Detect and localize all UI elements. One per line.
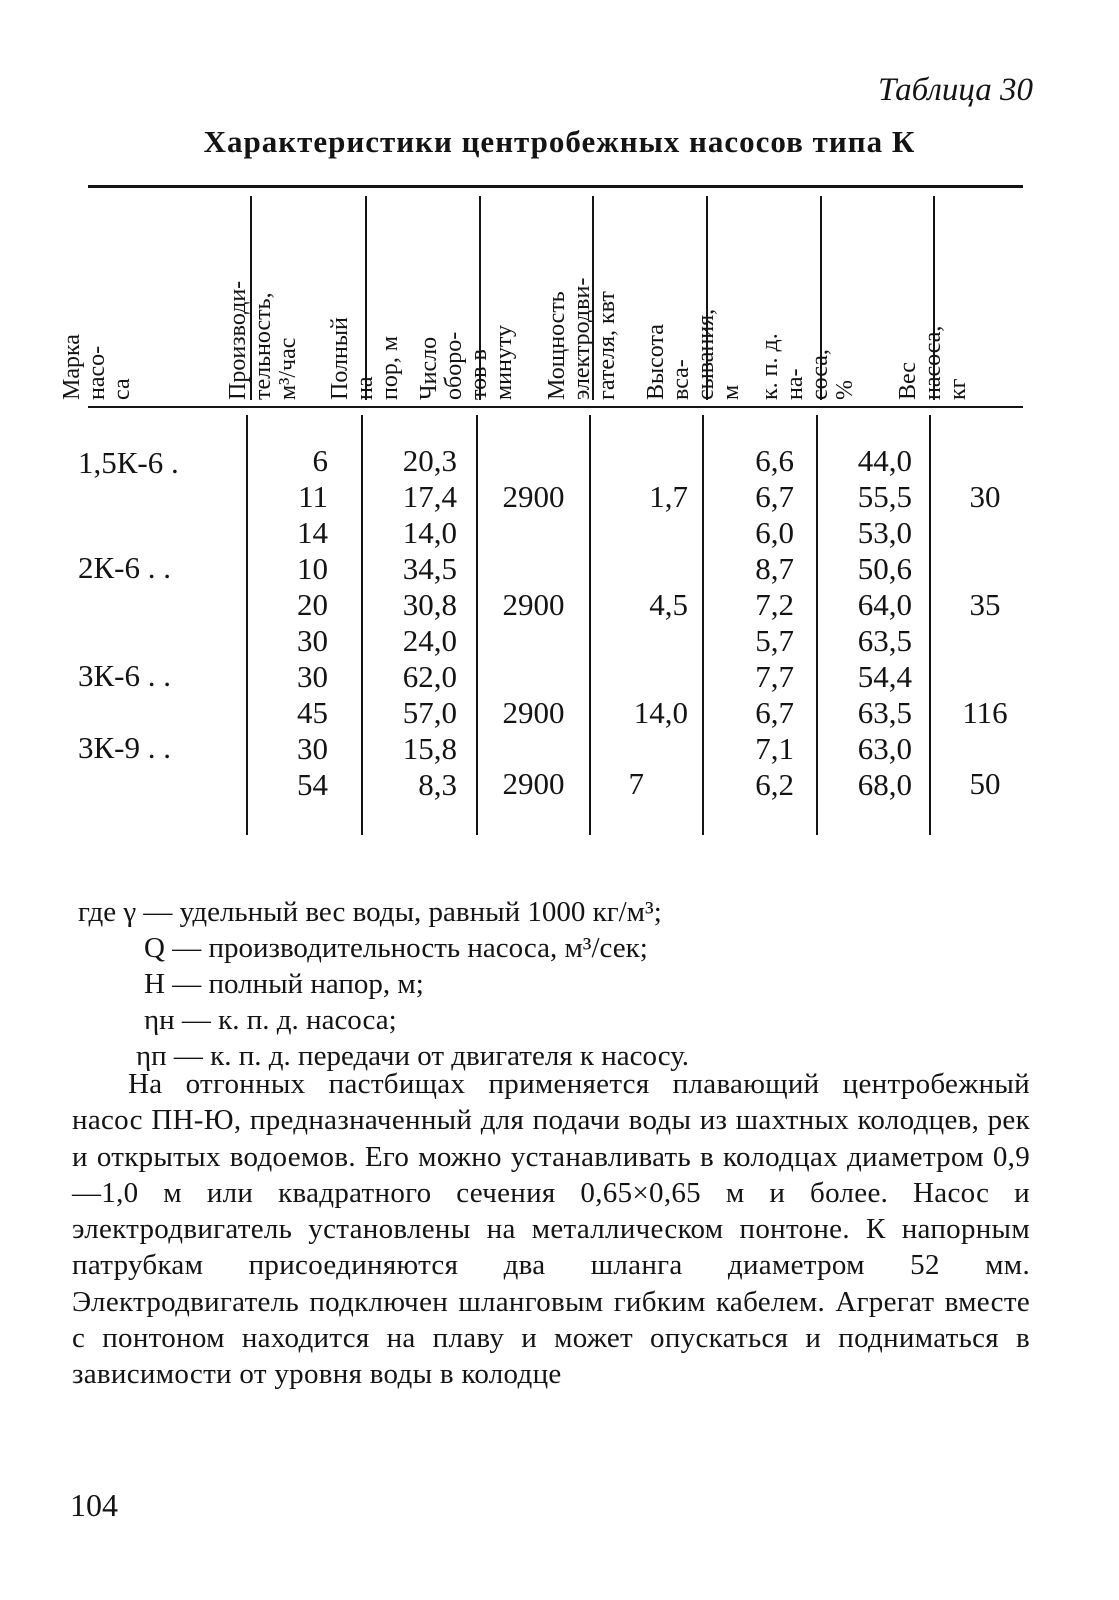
column-header-weight: Вес насоса, кг [895, 325, 971, 400]
body-divider [702, 415, 704, 835]
table-top-rule [88, 185, 1023, 188]
legend-line: Q — производительность насоса, м³/сек; [144, 932, 648, 964]
table-header-rule [88, 406, 1023, 408]
column-header-head: Полный на- пор, м [327, 317, 403, 400]
body-divider [361, 415, 363, 835]
table-label: Таблица 30 [878, 72, 1033, 108]
rpm-value: 2900 [502, 766, 565, 801]
body-paragraph: На отгонных пастбищах применяется плавающий центробежный насос ПН-Ю, предназначенный для подачи воды из шахтных колодцев, рек и открытых водоемов. Его можно устанавливать в колодцах диаметром 0,9—1,0 м или квадратного сечения 0,65×0,65 м и более. Насос и электродвигатель установлены на металлическом понтоне. К напорным патрубкам присоединяются два шланга диаметром 52 мм. Электродвигатель подключен шланговым гибким кабелем. Агрегат вместе с понтоном находится на плаву и может опускаться и подниматься в зависимости от уровня воды в колодце [72, 1068, 1030, 1391]
page-number: 104 [70, 1487, 118, 1523]
power-value: 4,5 [649, 587, 688, 622]
column-header-suction: Высота вса- сывания, м [643, 308, 744, 400]
pump-brand: 3К-9 . . [78, 730, 171, 765]
suction-values: 6,6 6,7 6,0 8,7 7,2 5,7 7,7 6,7 7,1 6,2 [755, 443, 794, 802]
pump-brand: 3К-6 . . [78, 658, 171, 693]
rpm-value: 2900 [502, 587, 565, 622]
pump-brand: 2К-6 . . [78, 550, 171, 585]
legend-line: ηн — к. п. д. насоса; [144, 1004, 397, 1036]
weight-value: 30 [969, 479, 1001, 514]
weight-value: 35 [969, 587, 1001, 622]
rpm-value: 2900 [502, 479, 565, 514]
legend-line: где γ — удельный вес воды, равный 1000 кг/м³; [78, 896, 662, 928]
column-header-power: Мощность электродви- гателя, квт [544, 277, 620, 400]
weight-value: 116 [962, 695, 1008, 730]
body-divider [589, 415, 591, 835]
weight-value: 50 [969, 766, 1001, 801]
head-values: 20,3 17,4 14,0 34,5 30,8 24,0 62,0 57,0 15,8 8,3 [402, 443, 457, 802]
column-header-brand: Марка насо- са [59, 334, 135, 400]
formula-legend [78, 894, 689, 1074]
legend-line: ηп — к. п. д. передачи от двигателя к насосу. [136, 1040, 690, 1072]
power-value: 14,0 [633, 695, 688, 730]
column-header-rpm: Число оборо- тов в минуту [415, 324, 517, 400]
table-title: Характеристики центробежных насосов типа К [203, 124, 916, 159]
capacity-values: 6 11 14 10 20 30 30 45 30 54 [297, 443, 328, 802]
column-header-efficiency: к. п. д. на- соса, % [756, 333, 858, 400]
power-value: 1,7 [649, 479, 688, 514]
pump-brand: 1,5К-6 . [78, 445, 179, 480]
rpm-value: 2900 [502, 695, 565, 730]
body-divider [246, 415, 248, 835]
column-header [895, 196, 1023, 400]
legend-line: H — полный напор, м; [144, 968, 424, 1000]
body-divider [816, 415, 818, 835]
column-header-capacity: Производи- тельность, м³/час [224, 280, 301, 400]
power-value: 7 [628, 766, 644, 801]
efficiency-values: 44,0 55,5 53,0 50,6 64,0 63,5 54,4 63,5 63,0 68,0 [857, 443, 912, 802]
